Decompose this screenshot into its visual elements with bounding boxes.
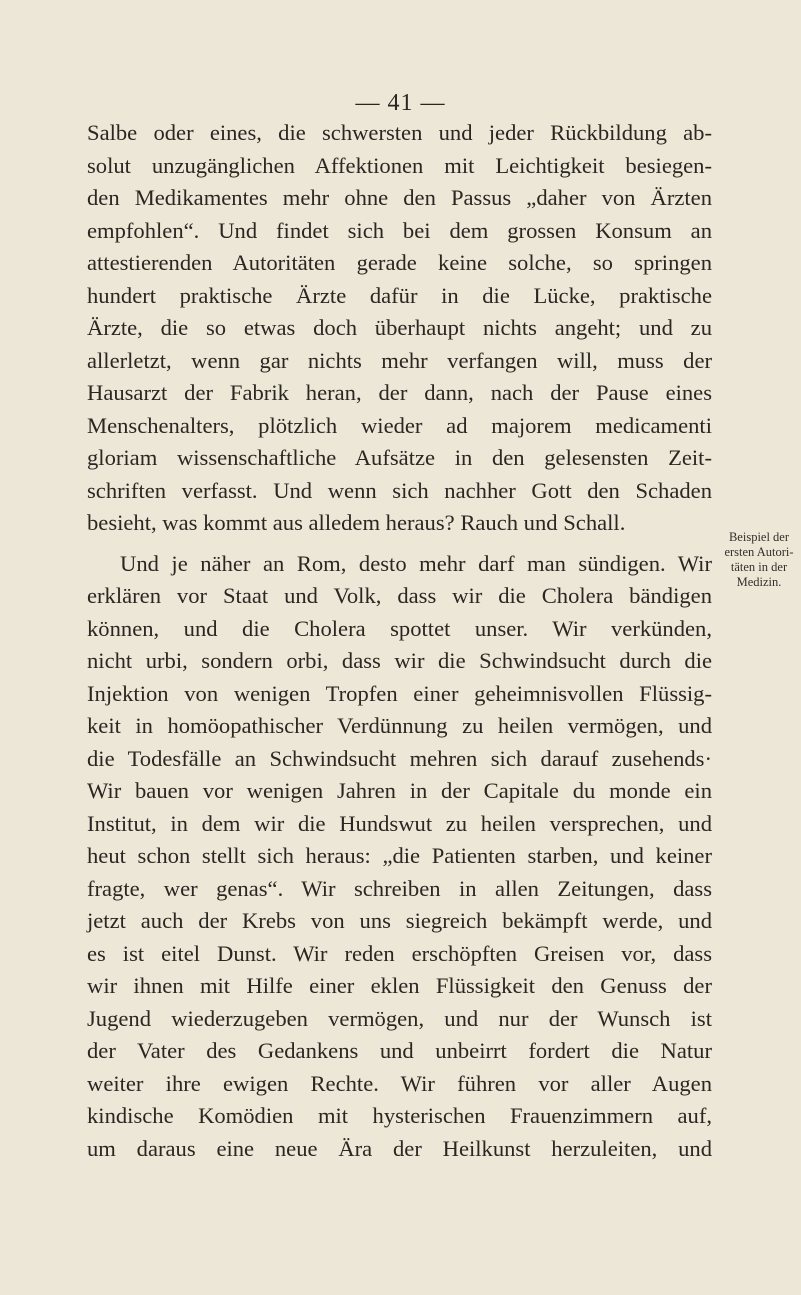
text-line: wir ihnen mit Hilfe einer eklen Flüssigkeit den Genuss der: [87, 973, 712, 998]
text-line: es ist eitel Dunst. Wir reden erschöpften Greisen vor, dass: [87, 940, 712, 966]
text-line: gloriam wissenschaftliche Aufsätze in den gelesensten Zeit-: [87, 445, 712, 470]
text-line: um daraus eine neue Ära der Heilkunst herzuleiten, und: [87, 1135, 712, 1161]
text-line: kindische Komödien mit hysterischen Frauenzimmern auf,: [87, 1103, 712, 1128]
page-number: — 41 —: [355, 90, 446, 116]
text-line: Institut, in dem wir die Hundswut zu heilen versprechen, und: [87, 810, 712, 836]
text-line: Menschenalters, plötzlich wieder ad majorem medicamenti: [87, 412, 712, 438]
paragraph-2: [87, 548, 712, 1166]
text-line: solut unzugänglichen Affektionen mit Leichtigkeit besiegen-: [87, 152, 712, 178]
text-line: Salbe oder eines, die schwersten und jeder Rückbildung ab-: [87, 120, 712, 145]
text-line: Jugend wiederzugeben vermögen, und nur der Wunsch ist: [87, 1005, 712, 1031]
text-line: attestierenden Autoritäten gerade keine solche, so springen: [87, 250, 712, 275]
text-line: Und je näher an Rom, desto mehr darf man sündigen. Wir: [120, 550, 712, 576]
margin-note-line: ersten Autori-: [724, 545, 794, 559]
text-line: Injektion von wenigen Tropfen einer geheimnisvollen Flüssig-: [87, 680, 712, 706]
text-line: heut schon stellt sich heraus: „die Patienten starben, und keiner: [87, 843, 712, 868]
text-line: Ärzte, die so etwas doch überhaupt nichts angeht; und zu: [87, 315, 712, 340]
margin-note-line: täten in der: [730, 560, 788, 574]
text-line: erklären vor Staat und Volk, dass wir die Cholera bändigen: [87, 583, 712, 608]
text-line: Wir bauen vor wenigen Jahren in der Capitale du monde ein: [87, 778, 712, 803]
paragraph-gap: [87, 540, 712, 548]
text-line: weiter ihre ewigen Rechte. Wir führen vor aller Augen: [87, 1070, 712, 1096]
text-line: empfohlen“. Und findet sich bei dem grossen Konsum an: [87, 217, 712, 243]
text-line: nicht urbi, sondern orbi, dass wir die Schwindsucht durch die: [87, 648, 712, 673]
paragraph-1: [87, 117, 712, 540]
text-line: jetzt auch der Krebs von uns siegreich bekämpft werde, und: [87, 908, 712, 933]
text-line: keit in homöopathischer Verdünnung zu heilen vermögen, und: [87, 713, 712, 738]
text-line: die Todesfälle an Schwindsucht mehren sich darauf zusehends·: [87, 745, 712, 771]
text-line: der Vater des Gedankens und unbeirrt fordert die Natur: [87, 1038, 712, 1063]
text-line: den Medikamentes mehr ohne den Passus „daher von Ärzten: [87, 185, 712, 210]
text-line: schriften verfasst. Und wenn sich nachher Gott den Schaden: [87, 477, 712, 503]
text-line: können, und die Cholera spottet unser. Wir verkünden,: [87, 615, 712, 641]
margin-note-line: Medizin.: [736, 575, 782, 589]
margin-note: [720, 530, 798, 590]
text-line: Hausarzt der Fabrik heran, der dann, nach der Pause eines: [87, 380, 712, 405]
text-line: allerletzt, wenn gar nichts mehr verfangen will, muss der: [87, 347, 712, 373]
text-line: hundert praktische Ärzte dafür in die Lücke, praktische: [87, 282, 712, 308]
text-line: fragte, wer genas“. Wir schreiben in allen Zeitungen, dass: [87, 875, 712, 901]
body-text: [87, 117, 712, 1165]
margin-note-line: Beispiel der: [728, 530, 790, 544]
text-line: besieht, was kommt aus alledem heraus? Rauch und Schall.: [87, 510, 626, 535]
